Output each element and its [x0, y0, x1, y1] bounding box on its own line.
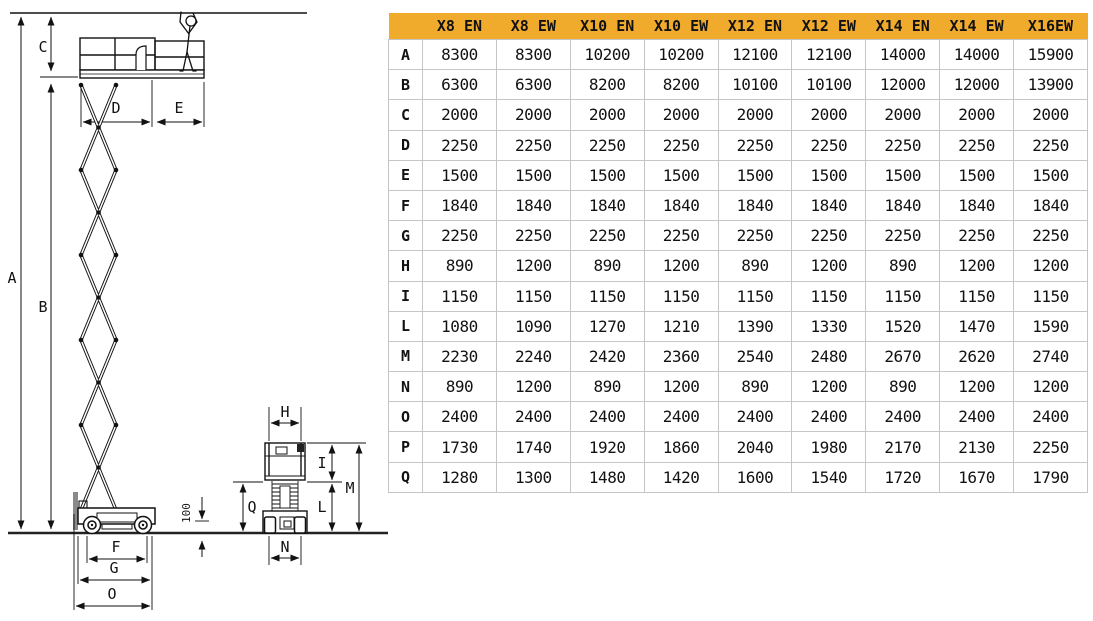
value-cell: 2250	[1014, 432, 1088, 462]
value-cell: 2250	[940, 221, 1014, 251]
value-cell: 2000	[940, 100, 1014, 130]
table-row	[389, 402, 1088, 432]
value-cell: 8300	[496, 40, 570, 70]
value-cell: 1500	[1014, 160, 1088, 190]
value-cell: 1280	[423, 462, 497, 492]
value-cell: 2420	[570, 341, 644, 371]
table-row	[389, 432, 1088, 462]
column-header: X10 EW	[644, 13, 718, 40]
value-cell: 1150	[1014, 281, 1088, 311]
value-cell: 1390	[718, 311, 792, 341]
value-cell: 890	[718, 251, 792, 281]
value-cell: 2740	[1014, 341, 1088, 371]
dim-label-Q: Q	[247, 498, 257, 516]
dim-ground-clearance	[195, 497, 209, 557]
column-header: X8 EW	[496, 13, 570, 40]
value-cell: 2250	[718, 130, 792, 160]
value-cell: 1540	[792, 462, 866, 492]
value-cell: 2360	[644, 341, 718, 371]
value-cell: 2250	[718, 221, 792, 251]
dim-label-L: L	[317, 498, 327, 516]
table-row	[389, 100, 1088, 130]
value-cell: 1200	[940, 372, 1014, 402]
value-cell: 2240	[496, 341, 570, 371]
value-cell: 1330	[792, 311, 866, 341]
value-cell: 1200	[1014, 372, 1088, 402]
dim-label-F: F	[111, 538, 121, 556]
value-cell: 1500	[940, 160, 1014, 190]
value-cell: 1150	[792, 281, 866, 311]
row-label: Q	[389, 462, 423, 492]
row-label: B	[389, 70, 423, 100]
value-cell: 1860	[644, 432, 718, 462]
value-cell: 1500	[718, 160, 792, 190]
spec-table-body	[389, 40, 1088, 493]
table-row	[389, 130, 1088, 160]
dim-label-I: I	[317, 454, 327, 472]
platform-console	[136, 46, 146, 70]
value-cell: 8300	[423, 40, 497, 70]
value-cell: 1840	[644, 190, 718, 220]
column-header: X8 EN	[423, 13, 497, 40]
front-wheel-left	[265, 517, 276, 533]
dim-label-A: A	[7, 269, 17, 287]
scissor-arms	[79, 83, 119, 513]
value-cell: 8200	[644, 70, 718, 100]
value-cell: 1840	[423, 190, 497, 220]
value-cell: 2400	[496, 402, 570, 432]
value-cell: 12100	[718, 40, 792, 70]
value-cell: 1150	[644, 281, 718, 311]
value-cell: 1150	[866, 281, 940, 311]
value-cell: 8200	[570, 70, 644, 100]
value-cell: 2000	[423, 100, 497, 130]
value-cell: 2000	[496, 100, 570, 130]
table-row	[389, 372, 1088, 402]
value-cell: 1080	[423, 311, 497, 341]
value-cell: 2400	[940, 402, 1014, 432]
value-cell: 1840	[866, 190, 940, 220]
value-cell: 2130	[940, 432, 1014, 462]
value-cell: 2250	[570, 221, 644, 251]
value-cell: 2480	[792, 341, 866, 371]
value-cell: 2000	[792, 100, 866, 130]
table-row	[389, 462, 1088, 492]
row-label: N	[389, 372, 423, 402]
dim-label-N: N	[280, 538, 290, 556]
row-label: D	[389, 130, 423, 160]
value-cell: 2000	[644, 100, 718, 130]
value-cell: 10100	[792, 70, 866, 100]
front-wheel-right	[295, 517, 306, 533]
value-cell: 1480	[570, 462, 644, 492]
value-cell: 890	[866, 372, 940, 402]
dim-label-O: O	[107, 585, 117, 603]
value-cell: 1200	[496, 372, 570, 402]
stowed-front-view	[263, 443, 307, 533]
row-label: H	[389, 251, 423, 281]
value-cell: 1920	[570, 432, 644, 462]
value-cell: 2400	[570, 402, 644, 432]
value-cell: 1840	[718, 190, 792, 220]
dim-label-100: 100	[180, 503, 193, 523]
value-cell: 1500	[866, 160, 940, 190]
table-row	[389, 40, 1088, 70]
value-cell: 2250	[940, 130, 1014, 160]
value-cell: 2400	[423, 402, 497, 432]
value-cell: 2400	[792, 402, 866, 432]
value-cell: 1600	[718, 462, 792, 492]
value-cell: 1470	[940, 311, 1014, 341]
value-cell: 1790	[1014, 462, 1088, 492]
value-cell: 1150	[423, 281, 497, 311]
dim-D-E-extensions	[81, 80, 204, 127]
value-cell: 2250	[1014, 221, 1088, 251]
dim-label-M: M	[345, 479, 355, 497]
value-cell: 1590	[1014, 311, 1088, 341]
value-cell: 14000	[866, 40, 940, 70]
scissor-pivots	[79, 83, 119, 513]
row-label: L	[389, 311, 423, 341]
value-cell: 2230	[423, 341, 497, 371]
value-cell: 1840	[570, 190, 644, 220]
dim-label-G: G	[109, 559, 119, 577]
value-cell: 2670	[866, 341, 940, 371]
value-cell: 1150	[718, 281, 792, 311]
value-cell: 1150	[496, 281, 570, 311]
table-row	[389, 221, 1088, 251]
spec-table-header	[389, 13, 1088, 40]
value-cell: 890	[570, 251, 644, 281]
value-cell: 1200	[792, 251, 866, 281]
value-cell: 1200	[940, 251, 1014, 281]
value-cell: 2400	[866, 402, 940, 432]
value-cell: 890	[423, 251, 497, 281]
dim-label-H: H	[280, 403, 290, 421]
table-row	[389, 281, 1088, 311]
table-row	[389, 251, 1088, 281]
value-cell: 2250	[792, 130, 866, 160]
value-cell: 1270	[570, 311, 644, 341]
value-cell: 2400	[1014, 402, 1088, 432]
row-label: P	[389, 432, 423, 462]
row-label: C	[389, 100, 423, 130]
value-cell: 1500	[496, 160, 570, 190]
value-cell: 1420	[644, 462, 718, 492]
value-cell: 2400	[644, 402, 718, 432]
value-cell: 6300	[496, 70, 570, 100]
value-cell: 2040	[718, 432, 792, 462]
value-cell: 1520	[866, 311, 940, 341]
value-cell: 12000	[866, 70, 940, 100]
value-cell: 1300	[496, 462, 570, 492]
value-cell: 2170	[866, 432, 940, 462]
row-label: A	[389, 40, 423, 70]
row-label: E	[389, 160, 423, 190]
row-label: I	[389, 281, 423, 311]
value-cell: 14000	[940, 40, 1014, 70]
value-cell: 1500	[792, 160, 866, 190]
value-cell: 15900	[1014, 40, 1088, 70]
value-cell: 1210	[644, 311, 718, 341]
header-row	[389, 13, 1088, 40]
value-cell: 2000	[866, 100, 940, 130]
value-cell: 2400	[718, 402, 792, 432]
value-cell: 2000	[718, 100, 792, 130]
row-label: G	[389, 221, 423, 251]
table-row	[389, 70, 1088, 100]
value-cell: 10200	[644, 40, 718, 70]
value-cell: 2540	[718, 341, 792, 371]
value-cell: 6300	[423, 70, 497, 100]
value-cell: 2250	[1014, 130, 1088, 160]
value-cell: 890	[718, 372, 792, 402]
value-cell: 2250	[644, 130, 718, 160]
row-label: M	[389, 341, 423, 371]
value-cell: 1150	[940, 281, 1014, 311]
value-cell: 1840	[496, 190, 570, 220]
column-header: X12 EN	[718, 13, 792, 40]
value-cell: 1720	[866, 462, 940, 492]
value-cell: 1200	[644, 251, 718, 281]
value-cell: 2250	[423, 221, 497, 251]
value-cell: 890	[866, 251, 940, 281]
table-row	[389, 190, 1088, 220]
column-header: X12 EW	[792, 13, 866, 40]
table-row	[389, 311, 1088, 341]
spec-table	[388, 13, 1088, 493]
table-row	[389, 160, 1088, 190]
value-cell: 1090	[496, 311, 570, 341]
value-cell: 2000	[570, 100, 644, 130]
dim-label-B: B	[38, 298, 48, 316]
value-cell: 1200	[792, 372, 866, 402]
value-cell: 2250	[570, 130, 644, 160]
column-header: X16EW	[1014, 13, 1088, 40]
value-cell: 1500	[644, 160, 718, 190]
value-cell: 10100	[718, 70, 792, 100]
value-cell: 13900	[1014, 70, 1088, 100]
dim-label-D: D	[111, 99, 121, 117]
dim-label-C: C	[38, 38, 48, 56]
value-cell: 1840	[792, 190, 866, 220]
value-cell: 2250	[496, 130, 570, 160]
value-cell: 2250	[866, 221, 940, 251]
scissor-lift-diagram	[0, 0, 400, 621]
value-cell: 1670	[940, 462, 1014, 492]
value-cell: 1500	[423, 160, 497, 190]
value-cell: 1200	[1014, 251, 1088, 281]
value-cell: 1730	[423, 432, 497, 462]
value-cell: 1840	[1014, 190, 1088, 220]
value-cell: 2250	[866, 130, 940, 160]
row-label: O	[389, 402, 423, 432]
corner-cell	[389, 13, 423, 40]
table-row	[389, 341, 1088, 371]
value-cell: 890	[570, 372, 644, 402]
value-cell: 1200	[644, 372, 718, 402]
value-cell: 2000	[1014, 100, 1088, 130]
column-header: X14 EW	[940, 13, 1014, 40]
value-cell: 1980	[792, 432, 866, 462]
value-cell: 1840	[940, 190, 1014, 220]
value-cell: 890	[423, 372, 497, 402]
folded-scissor-stack	[272, 481, 298, 511]
value-cell: 2250	[423, 130, 497, 160]
value-cell: 2250	[644, 221, 718, 251]
column-header: X14 EN	[866, 13, 940, 40]
value-cell: 12000	[940, 70, 1014, 100]
value-cell: 12100	[792, 40, 866, 70]
value-cell: 1150	[570, 281, 644, 311]
column-header: X10 EN	[570, 13, 644, 40]
value-cell: 1500	[570, 160, 644, 190]
value-cell: 2250	[792, 221, 866, 251]
value-cell: 10200	[570, 40, 644, 70]
dim-label-E: E	[174, 99, 184, 117]
value-cell: 1200	[496, 251, 570, 281]
value-cell: 2250	[496, 221, 570, 251]
value-cell: 1740	[496, 432, 570, 462]
value-cell: 2620	[940, 341, 1014, 371]
row-label: F	[389, 190, 423, 220]
